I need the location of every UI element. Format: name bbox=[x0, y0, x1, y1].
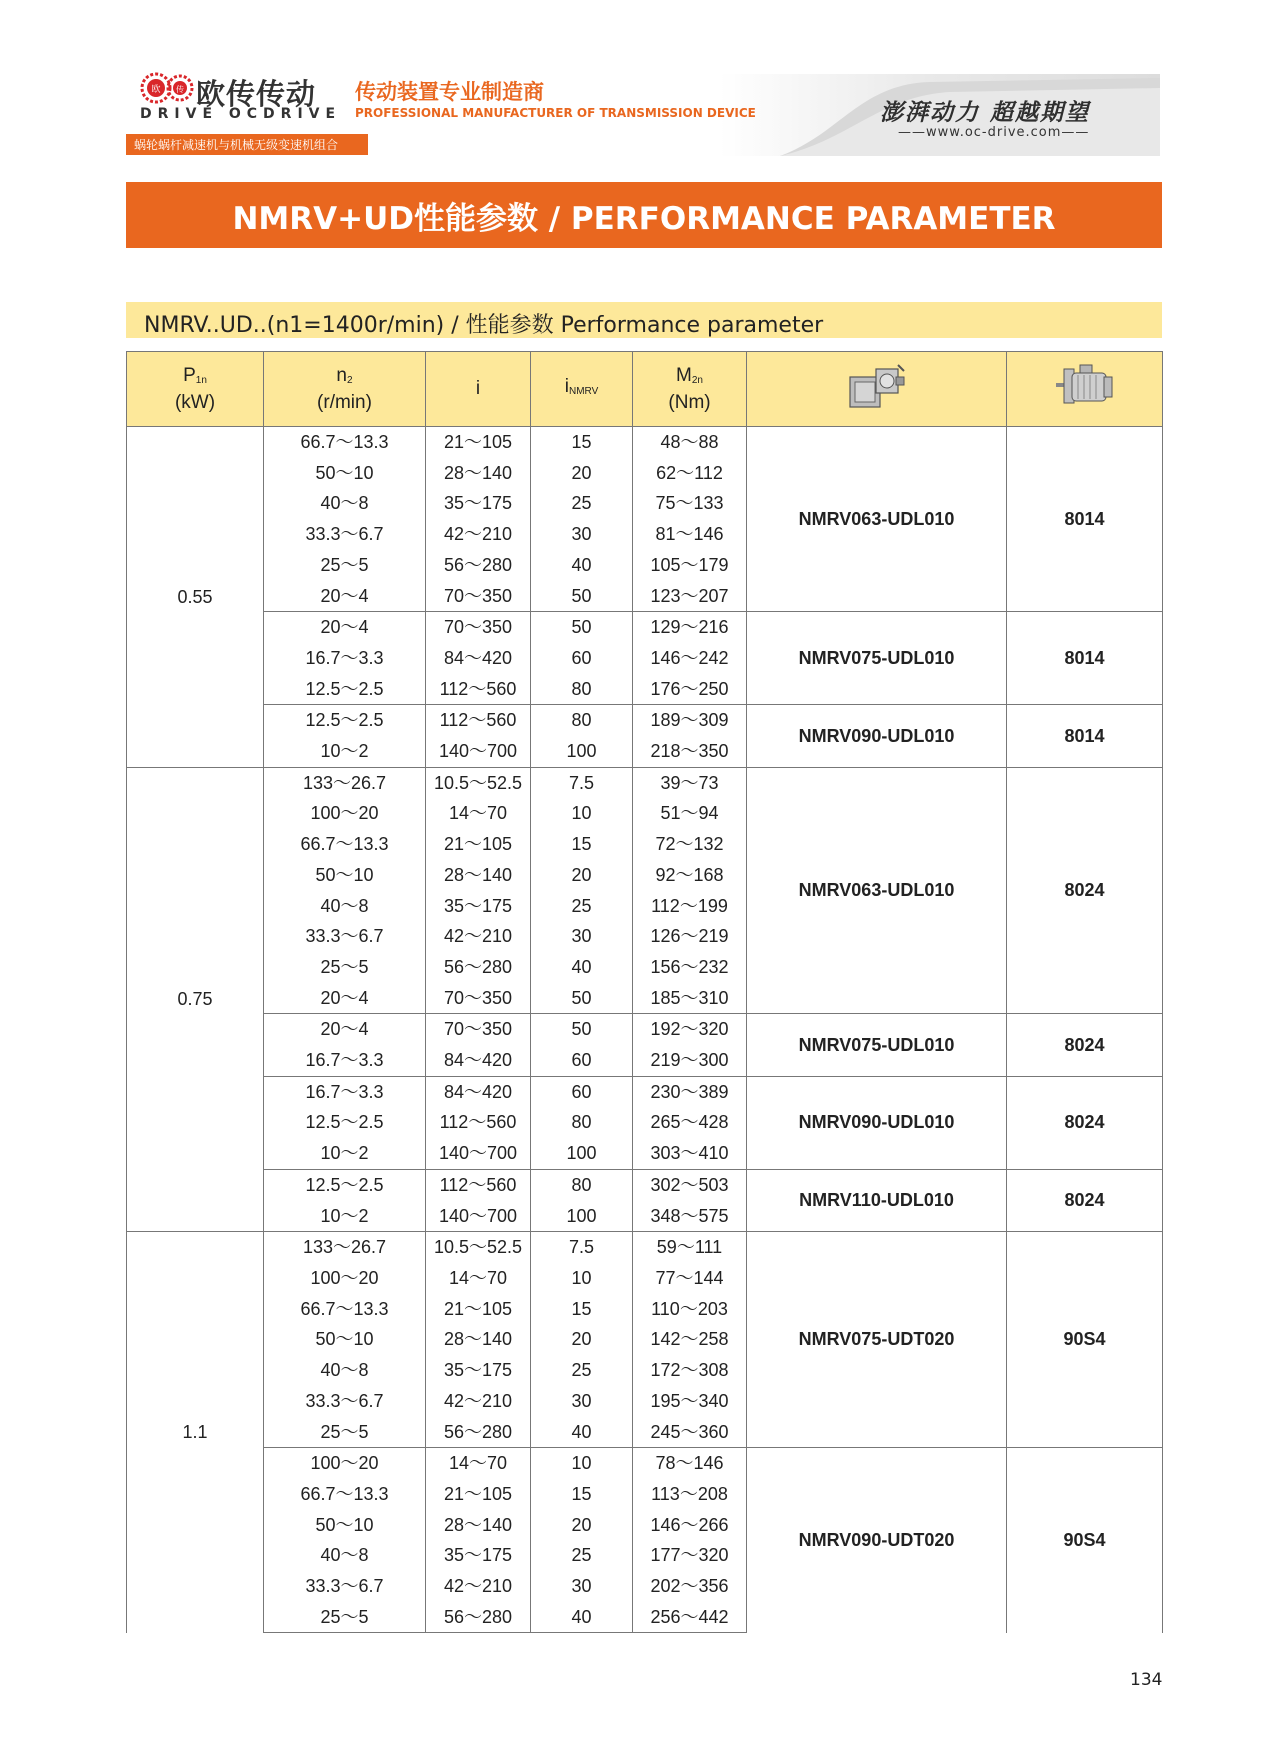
n2-cell: 66.7～13.3 bbox=[264, 1479, 426, 1510]
inmrv-cell: 100 bbox=[531, 1138, 633, 1169]
ratio-cell: 140～700 bbox=[426, 1138, 531, 1169]
n2-cell: 40～8 bbox=[264, 891, 426, 922]
inmrv-cell: 80 bbox=[531, 674, 633, 705]
n2-cell: 16.7～3.3 bbox=[264, 1045, 426, 1076]
header-n2-symbol: n bbox=[336, 364, 347, 386]
torque-cell: 142～258 bbox=[633, 1324, 747, 1355]
header-m2 bbox=[633, 352, 747, 427]
inmrv-cell: 60 bbox=[531, 1045, 633, 1076]
n2-cell: 20～4 bbox=[264, 581, 426, 612]
logo-text-right: 传 bbox=[176, 85, 184, 94]
inmrv-cell: 80 bbox=[531, 1107, 633, 1138]
header-n2-unit: (r/min) bbox=[317, 391, 372, 413]
table-row bbox=[127, 427, 1163, 458]
motor-cell: 8024 bbox=[1007, 1169, 1163, 1231]
ratio-cell: 28～140 bbox=[426, 1324, 531, 1355]
table-row bbox=[127, 1169, 1163, 1200]
n2-cell: 50～10 bbox=[264, 860, 426, 891]
n2-cell: 66.7～13.3 bbox=[264, 829, 426, 860]
inmrv-cell: 20 bbox=[531, 860, 633, 891]
ratio-cell: 28～140 bbox=[426, 860, 531, 891]
ratio-cell: 84～420 bbox=[426, 1076, 531, 1107]
table-row bbox=[127, 1448, 1163, 1479]
inmrv-cell: 15 bbox=[531, 829, 633, 860]
torque-cell: 265～428 bbox=[633, 1107, 747, 1138]
n2-cell: 50～10 bbox=[264, 1510, 426, 1541]
ratio-cell: 70～350 bbox=[426, 612, 531, 643]
inmrv-cell: 100 bbox=[531, 736, 633, 767]
torque-cell: 59～111 bbox=[633, 1232, 747, 1263]
ratio-cell: 84～420 bbox=[426, 1045, 531, 1076]
n2-cell: 12.5～2.5 bbox=[264, 1169, 426, 1200]
torque-cell: 256～442 bbox=[633, 1602, 747, 1633]
inmrv-cell: 15 bbox=[531, 427, 633, 458]
torque-cell: 78～146 bbox=[633, 1448, 747, 1479]
n2-cell: 16.7～3.3 bbox=[264, 1076, 426, 1107]
torque-cell: 146～266 bbox=[633, 1510, 747, 1541]
ratio-cell: 10.5～52.5 bbox=[426, 767, 531, 798]
ratio-cell: 35～175 bbox=[426, 1355, 531, 1386]
inmrv-cell: 40 bbox=[531, 1602, 633, 1633]
header-gearbox bbox=[747, 352, 1007, 427]
n2-cell: 10～2 bbox=[264, 1201, 426, 1232]
torque-cell: 113～208 bbox=[633, 1479, 747, 1510]
table-row bbox=[127, 612, 1163, 643]
header-p1-unit: (kW) bbox=[174, 391, 216, 413]
inmrv-cell: 80 bbox=[531, 1169, 633, 1200]
page-number: 134 bbox=[1130, 1670, 1163, 1690]
inmrv-cell: 10 bbox=[531, 1263, 633, 1294]
n2-cell: 20～4 bbox=[264, 1014, 426, 1045]
website-url: ——www.oc-drive.com—— bbox=[898, 125, 1090, 140]
model-cell: NMRV063-UDL010 bbox=[747, 767, 1007, 1014]
inmrv-cell: 50 bbox=[531, 581, 633, 612]
inmrv-cell: 80 bbox=[531, 705, 633, 736]
inmrv-cell: 60 bbox=[531, 643, 633, 674]
ratio-cell: 56～280 bbox=[426, 1602, 531, 1633]
torque-cell: 62～112 bbox=[633, 458, 747, 489]
inmrv-cell: 40 bbox=[531, 952, 633, 983]
n2-cell: 100～20 bbox=[264, 798, 426, 829]
torque-cell: 126～219 bbox=[633, 921, 747, 952]
table-row bbox=[127, 1232, 1163, 1263]
ratio-cell: 70～350 bbox=[426, 1014, 531, 1045]
inmrv-cell: 25 bbox=[531, 891, 633, 922]
inmrv-cell: 40 bbox=[531, 1417, 633, 1448]
ratio-cell: 21～105 bbox=[426, 1294, 531, 1325]
torque-cell: 81～146 bbox=[633, 519, 747, 550]
torque-cell: 75～133 bbox=[633, 488, 747, 519]
n2-cell: 20～4 bbox=[264, 612, 426, 643]
n2-cell: 40～8 bbox=[264, 1355, 426, 1386]
torque-cell: 185～310 bbox=[633, 983, 747, 1014]
torque-cell: 303～410 bbox=[633, 1138, 747, 1169]
ratio-cell: 70～350 bbox=[426, 983, 531, 1014]
model-cell: NMRV090-UDL010 bbox=[747, 1076, 1007, 1169]
torque-cell: 105～179 bbox=[633, 550, 747, 581]
torque-cell: 156～232 bbox=[633, 952, 747, 983]
brand-name-en: DRIVE OCDRIVE bbox=[140, 106, 342, 122]
ratio-cell: 14～70 bbox=[426, 798, 531, 829]
inmrv-cell: 100 bbox=[531, 1201, 633, 1232]
tagline-en: PROFESSIONAL MANUFACTURER OF TRANSMISSION DEVICE bbox=[355, 106, 756, 120]
header-p1 bbox=[127, 352, 264, 427]
ratio-cell: 21～105 bbox=[426, 427, 531, 458]
table-subtitle: NMRV..UD..(n1=1400r/min) / 性能参数 Performance parameter bbox=[144, 313, 824, 338]
page-title: NMRV+UD性能参数 / PERFORMANCE PARAMETER bbox=[232, 200, 1056, 237]
inmrv-cell: 15 bbox=[531, 1479, 633, 1510]
inmrv-cell: 10 bbox=[531, 798, 633, 829]
header-n2-sub: 2 bbox=[347, 374, 353, 386]
header-p1-sub: 1n bbox=[195, 374, 207, 386]
model-cell: NMRV075-UDT020 bbox=[747, 1232, 1007, 1448]
power-cell: 1.1 bbox=[127, 1232, 264, 1633]
ratio-cell: 35～175 bbox=[426, 891, 531, 922]
ratio-cell: 35～175 bbox=[426, 488, 531, 519]
n2-cell: 33.3～6.7 bbox=[264, 519, 426, 550]
torque-cell: 195～340 bbox=[633, 1386, 747, 1417]
ratio-cell: 112～560 bbox=[426, 1107, 531, 1138]
ratio-cell: 42～210 bbox=[426, 1386, 531, 1417]
header-m2-sub: 2n bbox=[691, 374, 703, 386]
table-row bbox=[127, 1076, 1163, 1107]
inmrv-cell: 20 bbox=[531, 1324, 633, 1355]
ratio-cell: 14～70 bbox=[426, 1448, 531, 1479]
inmrv-cell: 60 bbox=[531, 1076, 633, 1107]
torque-cell: 48～88 bbox=[633, 427, 747, 458]
torque-cell: 218～350 bbox=[633, 736, 747, 767]
torque-cell: 129～216 bbox=[633, 612, 747, 643]
header-inmrv-symbol: i bbox=[564, 375, 569, 397]
n2-cell: 25～5 bbox=[264, 1417, 426, 1448]
ratio-cell: 21～105 bbox=[426, 829, 531, 860]
inmrv-cell: 50 bbox=[531, 1014, 633, 1045]
n2-cell: 10～2 bbox=[264, 1138, 426, 1169]
inmrv-cell: 10 bbox=[531, 1448, 633, 1479]
n2-cell: 33.3～6.7 bbox=[264, 1571, 426, 1602]
table-header-row bbox=[127, 352, 1163, 427]
torque-cell: 177～320 bbox=[633, 1540, 747, 1571]
ratio-cell: 35～175 bbox=[426, 1540, 531, 1571]
n2-cell: 12.5～2.5 bbox=[264, 674, 426, 705]
ratio-cell: 112～560 bbox=[426, 674, 531, 705]
model-cell: NMRV075-UDL010 bbox=[747, 612, 1007, 705]
n2-cell: 12.5～2.5 bbox=[264, 705, 426, 736]
ratio-cell: 28～140 bbox=[426, 1510, 531, 1541]
motor-cell: 8014 bbox=[1007, 612, 1163, 705]
power-cell: 0.55 bbox=[127, 427, 264, 768]
ratio-cell: 56～280 bbox=[426, 952, 531, 983]
torque-cell: 110～203 bbox=[633, 1294, 747, 1325]
worm-gearbox-icon bbox=[846, 361, 908, 411]
n2-cell: 40～8 bbox=[264, 1540, 426, 1571]
n2-cell: 16.7～3.3 bbox=[264, 643, 426, 674]
motor-cell: 8024 bbox=[1007, 767, 1163, 1014]
torque-cell: 192～320 bbox=[633, 1014, 747, 1045]
n2-cell: 66.7～13.3 bbox=[264, 1294, 426, 1325]
torque-cell: 51～94 bbox=[633, 798, 747, 829]
motor-cell: 8024 bbox=[1007, 1014, 1163, 1076]
inmrv-cell: 40 bbox=[531, 550, 633, 581]
n2-cell: 100～20 bbox=[264, 1263, 426, 1294]
ratio-cell: 21～105 bbox=[426, 1479, 531, 1510]
header-p1-symbol: P bbox=[183, 364, 196, 386]
model-cell: NMRV090-UDT020 bbox=[747, 1448, 1007, 1633]
inmrv-cell: 15 bbox=[531, 1294, 633, 1325]
torque-cell: 302～503 bbox=[633, 1169, 747, 1200]
torque-cell: 172～308 bbox=[633, 1355, 747, 1386]
ratio-cell: 112～560 bbox=[426, 1169, 531, 1200]
ratio-cell: 84～420 bbox=[426, 643, 531, 674]
torque-cell: 189～309 bbox=[633, 705, 747, 736]
table-row bbox=[127, 767, 1163, 798]
ratio-cell: 42～210 bbox=[426, 519, 531, 550]
model-cell: NMRV090-UDL010 bbox=[747, 705, 1007, 767]
ratio-cell: 112～560 bbox=[426, 705, 531, 736]
model-cell: NMRV063-UDL010 bbox=[747, 427, 1007, 612]
inmrv-cell: 25 bbox=[531, 1540, 633, 1571]
n2-cell: 50～10 bbox=[264, 1324, 426, 1355]
torque-cell: 219～300 bbox=[633, 1045, 747, 1076]
inmrv-cell: 30 bbox=[531, 1571, 633, 1602]
ratio-cell: 42～210 bbox=[426, 1571, 531, 1602]
inmrv-cell: 50 bbox=[531, 612, 633, 643]
inmrv-cell: 7.5 bbox=[531, 1232, 633, 1263]
header-motor bbox=[1007, 352, 1163, 427]
logo-text-left: 欧 bbox=[151, 85, 161, 95]
table-body bbox=[127, 427, 1163, 1633]
inmrv-cell: 25 bbox=[531, 1355, 633, 1386]
header-i bbox=[426, 352, 531, 427]
model-cell: NMRV110-UDL010 bbox=[747, 1169, 1007, 1231]
motor-cell: 8014 bbox=[1007, 427, 1163, 612]
inmrv-cell: 30 bbox=[531, 519, 633, 550]
ratio-cell: 56～280 bbox=[426, 1417, 531, 1448]
performance-table bbox=[126, 351, 1163, 1633]
inmrv-cell: 30 bbox=[531, 921, 633, 952]
header-m2-symbol: M bbox=[676, 364, 692, 386]
torque-cell: 202～356 bbox=[633, 1571, 747, 1602]
n2-cell: 133～26.7 bbox=[264, 1232, 426, 1263]
header-m2-unit: (Nm) bbox=[668, 391, 711, 413]
n2-cell: 12.5～2.5 bbox=[264, 1107, 426, 1138]
torque-cell: 112～199 bbox=[633, 891, 747, 922]
n2-cell: 50～10 bbox=[264, 458, 426, 489]
table-row bbox=[127, 705, 1163, 736]
n2-cell: 25～5 bbox=[264, 1602, 426, 1633]
n2-cell: 25～5 bbox=[264, 952, 426, 983]
n2-cell: 33.3～6.7 bbox=[264, 1386, 426, 1417]
torque-cell: 146～242 bbox=[633, 643, 747, 674]
header-n2 bbox=[264, 352, 426, 427]
torque-cell: 92～168 bbox=[633, 860, 747, 891]
inmrv-cell: 20 bbox=[531, 1510, 633, 1541]
torque-cell: 123～207 bbox=[633, 581, 747, 612]
performance-table-wrap bbox=[126, 351, 1162, 1633]
torque-cell: 230～389 bbox=[633, 1076, 747, 1107]
n2-cell: 10～2 bbox=[264, 736, 426, 767]
ratio-cell: 14～70 bbox=[426, 1263, 531, 1294]
motor-icon bbox=[1054, 361, 1116, 411]
n2-cell: 20～4 bbox=[264, 983, 426, 1014]
table-row bbox=[127, 1014, 1163, 1045]
brand-name-cn: 欧传传动 bbox=[196, 77, 317, 111]
model-cell: NMRV075-UDL010 bbox=[747, 1014, 1007, 1076]
n2-cell: 100～20 bbox=[264, 1448, 426, 1479]
slogan: 澎湃动力 超越期望 bbox=[880, 99, 1091, 126]
motor-cell: 8024 bbox=[1007, 1076, 1163, 1169]
torque-cell: 176～250 bbox=[633, 674, 747, 705]
ratio-cell: 140～700 bbox=[426, 1201, 531, 1232]
ratio-cell: 70～350 bbox=[426, 581, 531, 612]
torque-cell: 77～144 bbox=[633, 1263, 747, 1294]
torque-cell: 348～575 bbox=[633, 1201, 747, 1232]
ratio-cell: 140～700 bbox=[426, 736, 531, 767]
inmrv-cell: 50 bbox=[531, 983, 633, 1014]
inmrv-cell: 25 bbox=[531, 488, 633, 519]
subcategory-label: 蜗轮蜗杆减速机与机械无级变速机组合 bbox=[134, 138, 339, 152]
n2-cell: 133～26.7 bbox=[264, 767, 426, 798]
motor-cell: 90S4 bbox=[1007, 1448, 1163, 1633]
header-i-symbol: i bbox=[475, 378, 481, 399]
n2-cell: 66.7～13.3 bbox=[264, 427, 426, 458]
header-inmrv bbox=[531, 352, 633, 427]
n2-cell: 33.3～6.7 bbox=[264, 921, 426, 952]
motor-cell: 8014 bbox=[1007, 705, 1163, 767]
n2-cell: 25～5 bbox=[264, 550, 426, 581]
inmrv-cell: 7.5 bbox=[531, 767, 633, 798]
torque-cell: 39～73 bbox=[633, 767, 747, 798]
title-bar bbox=[126, 182, 1162, 248]
torque-cell: 72～132 bbox=[633, 829, 747, 860]
inmrv-cell: 30 bbox=[531, 1386, 633, 1417]
ratio-cell: 56～280 bbox=[426, 550, 531, 581]
motor-cell: 90S4 bbox=[1007, 1232, 1163, 1448]
n2-cell: 40～8 bbox=[264, 488, 426, 519]
header-inmrv-sub: NMRV bbox=[568, 385, 599, 397]
ratio-cell: 42～210 bbox=[426, 921, 531, 952]
ratio-cell: 10.5～52.5 bbox=[426, 1232, 531, 1263]
power-cell: 0.75 bbox=[127, 767, 264, 1232]
torque-cell: 245～360 bbox=[633, 1417, 747, 1448]
ratio-cell: 28～140 bbox=[426, 458, 531, 489]
inmrv-cell: 20 bbox=[531, 458, 633, 489]
tagline-cn: 传动装置专业制造商 bbox=[355, 80, 544, 104]
